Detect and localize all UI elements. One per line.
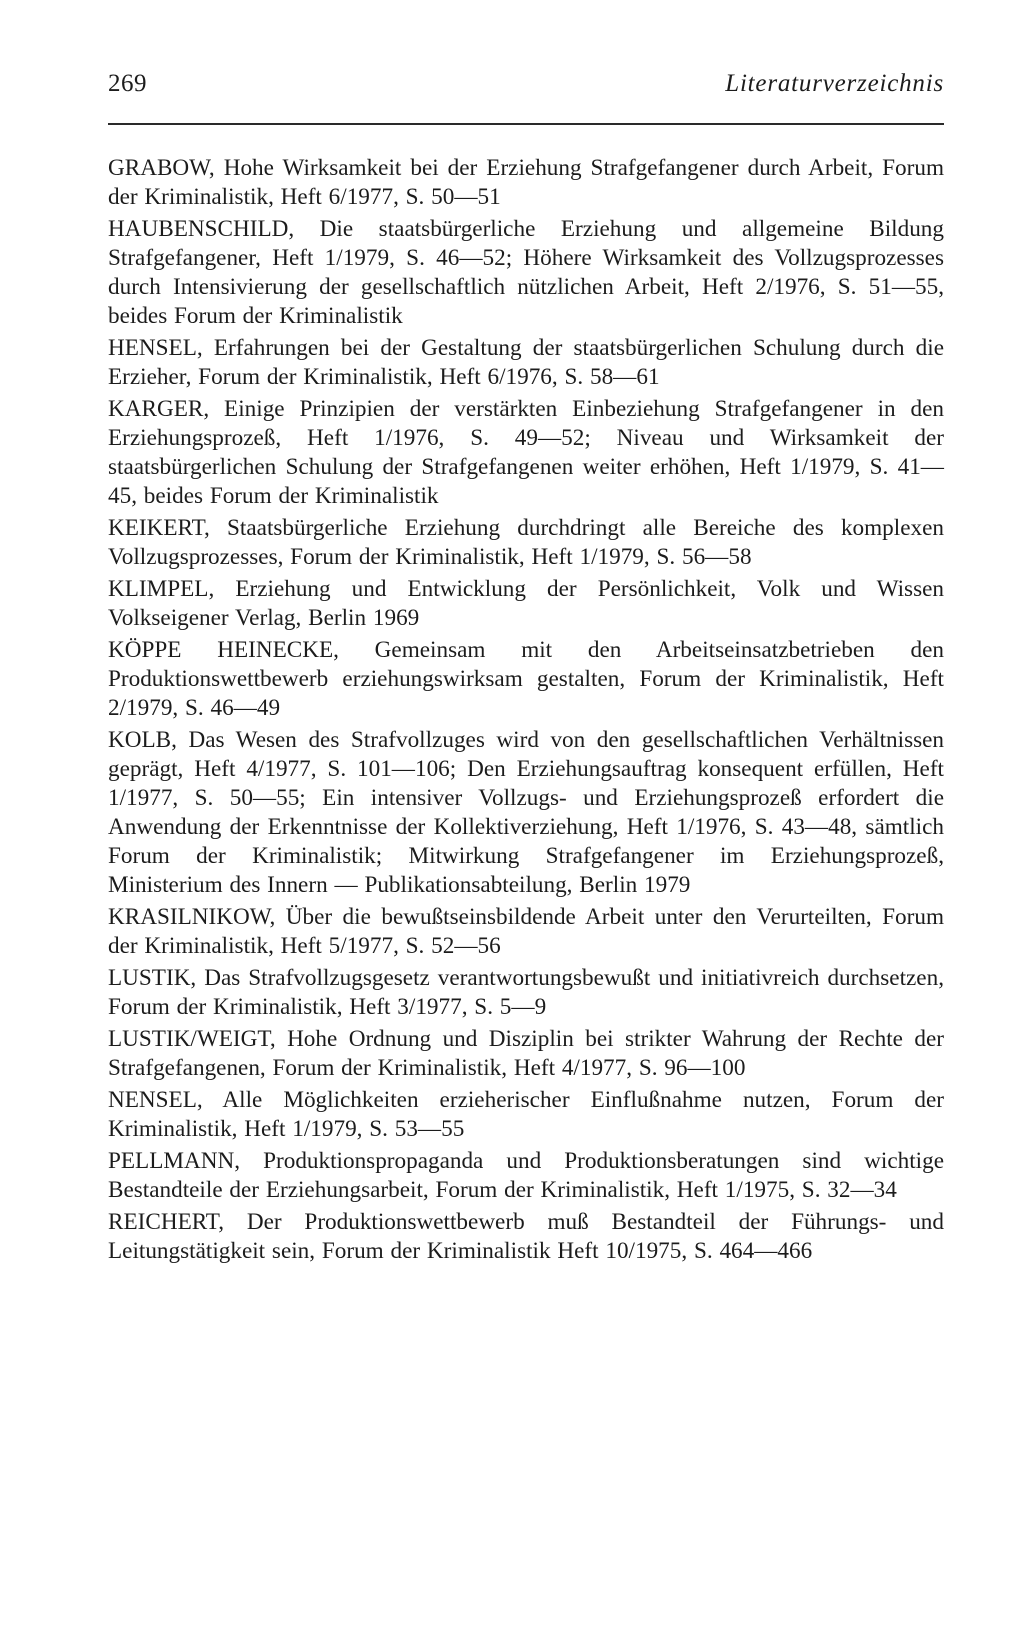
header-divider — [108, 123, 944, 125]
page-number: 269 — [108, 70, 147, 97]
bibliography-entry-lustik: LUSTIK, Das Strafvollzugsgesetz verantwortungsbewußt und initiativreich durchsetzen, Forum der Kriminalistik, Heft 3/1977, S. 5—9 — [108, 965, 944, 1020]
bibliography-entry-krasilnikow: KRASILNIKOW, Über die bewußtseinsbildende Arbeit unter den Verurteilten, Forum der Kriminalistik, Heft 5/1977, S. 52—56 — [108, 904, 944, 959]
bibliography-entry-karger: KARGER, Einige Prinzipien der verstärkten Einbeziehung Strafgefangener in den Erziehungsprozeß, Heft 1/1976, S. 49—52; Niveau und Wirksamkeit der staatsbürgerlichen Schulung der Strafgefangenen weiter erhöhen, Heft 1/1979, S. 41—45, beides Forum der Kriminalistik — [108, 396, 944, 509]
bibliography-entry-reichert: REICHERT, Der Produktionswettbewerb muß Bestandteil der Führungs- und Leitungstätigkeit sein, Forum der Kriminalistik Heft 10/1975, S. 464—466 — [108, 1209, 944, 1264]
bibliography-entry-pellmann: PELLMANN, Produktionspropaganda und Produktionsberatungen sind wichtige Bestandteile der Erziehungsarbeit, Forum der Kriminalistik, Heft 1/1975, S. 32—34 — [108, 1148, 944, 1203]
running-title: Literaturverzeichnis — [725, 70, 944, 97]
bibliography-entry-koeppe-heinecke: KÖPPE HEINECKE, Gemeinsam mit den Arbeitseinsatzbetrieben den Produktionswettbewerb erziehungswirksam gestalten, Forum der Kriminalistik, Heft 2/1979, S. 46—49 — [108, 637, 944, 721]
bibliography-entry-hensel: HENSEL, Erfahrungen bei der Gestaltung der staatsbürgerlichen Schulung durch die Erzieher, Forum der Kriminalistik, Heft 6/1976, S. 58—61 — [108, 335, 944, 390]
bibliography-list — [108, 154, 944, 1269]
bibliography-entry-nensel: NENSEL, Alle Möglichkeiten erzieherischer Einflußnahme nutzen, Forum der Kriminalistik, Heft 1/1979, S. 53—55 — [108, 1087, 944, 1142]
bibliography-entry-klimpel: KLIMPEL, Erziehung und Entwicklung der Persönlichkeit, Volk und Wissen Volkseigener Verlag, Berlin 1969 — [108, 576, 944, 631]
bibliography-entry-kolb: KOLB, Das Wesen des Strafvollzuges wird von den gesellschaftlichen Verhältnissen geprägt, Heft 4/1977, S. 101—106; Den Erziehungsauftrag konsequent erfüllen, Heft 1/1977, S. 50—55; Ein intensiver Vollzugs- und Erziehungsprozeß erfordert die Anwendung der Erkenntnisse der Kollektiverziehung, Heft 1/1976, S. 43—48, sämtlich Forum der Kriminalistik; Mitwirkung Strafgefangener im Erziehungsprozeß, Ministerium des Innern — Publikationsabteilung, Berlin 1979 — [108, 727, 944, 898]
bibliography-entry-haubenschild: HAUBENSCHILD, Die staatsbürgerliche Erziehung und allgemeine Bildung Strafgefangener, Heft 1/1979, S. 46—52; Höhere Wirksamkeit des Vollzugsprozesses durch Intensivierung der gesellschaftlich nützlichen Arbeit, Heft 2/1976, S. 51—55, beides Forum der Kriminalistik — [108, 216, 944, 329]
page-header — [108, 70, 944, 110]
bibliography-entry-keikert: KEIKERT, Staatsbürgerliche Erziehung durchdringt alle Bereiche des komplexen Vollzugsprozesses, Forum der Kriminalistik, Heft 1/1979, S. 56—58 — [108, 515, 944, 570]
bibliography-entry-grabow: GRABOW, Hohe Wirksamkeit bei der Erziehung Strafgefangener durch Arbeit, Forum der Kriminalistik, Heft 6/1977, S. 50—51 — [108, 155, 944, 210]
bibliography-entry-lustik-weigt: LUSTIK/WEIGT, Hohe Ordnung und Disziplin bei strikter Wahrung der Rechte der Strafgefangenen, Forum der Kriminalistik, Heft 4/1977, S. 96—100 — [108, 1026, 944, 1081]
